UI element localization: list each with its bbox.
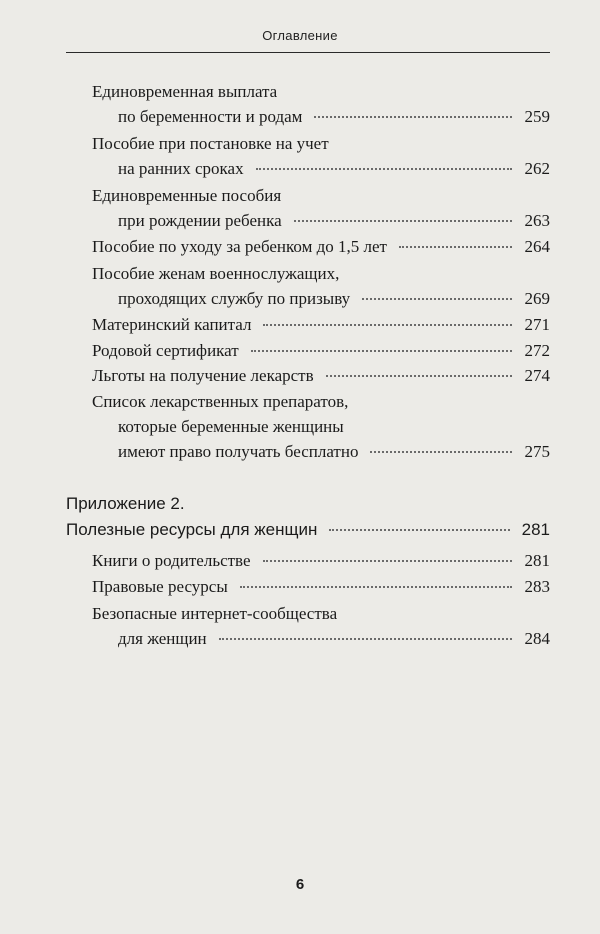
- toc-entry-text: проходящих службу по призыву: [118, 289, 351, 308]
- toc-entry-text: Единовременные пособия: [92, 186, 282, 205]
- toc-page-number: 272: [524, 341, 550, 360]
- toc-entry-last-line: [118, 287, 550, 311]
- dot-leader: [219, 638, 512, 640]
- toc-page-number: 262: [524, 159, 550, 178]
- toc-entry-text: имеют право получать бесплатно: [118, 442, 359, 461]
- dot-leader: [362, 298, 512, 300]
- toc-entry-text: которые беременные женщины: [118, 417, 344, 436]
- appendix-subtitle: Полезные ресурсы для женщин: [66, 520, 318, 539]
- toc-entry-last-line: [118, 440, 550, 464]
- dot-leader: [251, 350, 512, 352]
- toc-page-number: 275: [524, 442, 550, 461]
- toc-page-number: 271: [524, 315, 550, 334]
- toc-entry-text: Пособие женам военнослужащих,: [92, 264, 340, 283]
- toc-entry-last-line: [92, 313, 550, 337]
- appendix-title: Приложение 2.: [66, 494, 185, 513]
- toc-entry-text: Пособие при постановке на учет: [92, 134, 329, 153]
- toc-entry-last-line: [92, 549, 550, 573]
- header-rule: [66, 52, 550, 53]
- dot-leader: [314, 116, 512, 118]
- toc-entry-last-line: [118, 627, 550, 651]
- dot-leader: [326, 375, 512, 377]
- toc-entry-text: Льготы на получение лекарств: [92, 366, 314, 385]
- toc-entry-text: Правовые ресурсы: [92, 577, 228, 596]
- toc-page-number: 263: [524, 211, 550, 230]
- toc-entry-text: при рождении ребенка: [118, 211, 282, 230]
- page-number: 6: [295, 876, 305, 893]
- dot-leader: [329, 529, 509, 531]
- dot-leader: [240, 586, 512, 588]
- toc-page-number: 269: [524, 289, 550, 308]
- toc-entry-text: Список лекарственных препаратов,: [92, 392, 349, 411]
- toc-page-number: 274: [524, 366, 550, 385]
- toc-entry-text: Безопасные интернет-сообщества: [92, 604, 338, 623]
- toc-entry-text: Пособие по уходу за ребенком до 1,5 лет: [92, 237, 387, 256]
- toc-entry-text: для женщин: [118, 629, 207, 648]
- toc-entry-last-line: [92, 575, 550, 599]
- dot-leader: [263, 324, 512, 326]
- toc-entry-text: Книги о родительстве: [92, 551, 251, 570]
- dot-leader: [370, 451, 512, 453]
- toc-entry-last-line: [92, 235, 550, 259]
- toc-entry-last-line: [118, 157, 550, 181]
- toc-entry-last-line: [92, 364, 550, 388]
- running-head: Оглавление: [262, 28, 338, 43]
- toc-entry-text: Родовой сертификат: [92, 341, 239, 360]
- toc-page-number: 264: [524, 237, 550, 256]
- toc-page-number: 284: [524, 629, 550, 648]
- toc-entry-last-line: [118, 209, 550, 233]
- dot-leader: [294, 220, 512, 222]
- toc-page-number: 259: [524, 107, 550, 126]
- dot-leader: [256, 168, 512, 170]
- toc-entry-text: на ранних сроках: [118, 159, 244, 178]
- toc-page-number: 281: [524, 551, 550, 570]
- toc-entry-last-line: [118, 105, 550, 129]
- toc-entry-last-line: [92, 339, 550, 363]
- dot-leader: [263, 560, 512, 562]
- toc-entry-text: по беременности и родам: [118, 107, 303, 126]
- toc-page-number: 283: [524, 577, 550, 596]
- dot-leader: [399, 246, 512, 248]
- toc-entry-text: Единовременная выплата: [92, 82, 278, 101]
- toc-entry-last-line: [66, 518, 550, 542]
- toc-entry-text: Материнский капитал: [92, 315, 252, 334]
- toc-page-number: 281: [521, 520, 550, 539]
